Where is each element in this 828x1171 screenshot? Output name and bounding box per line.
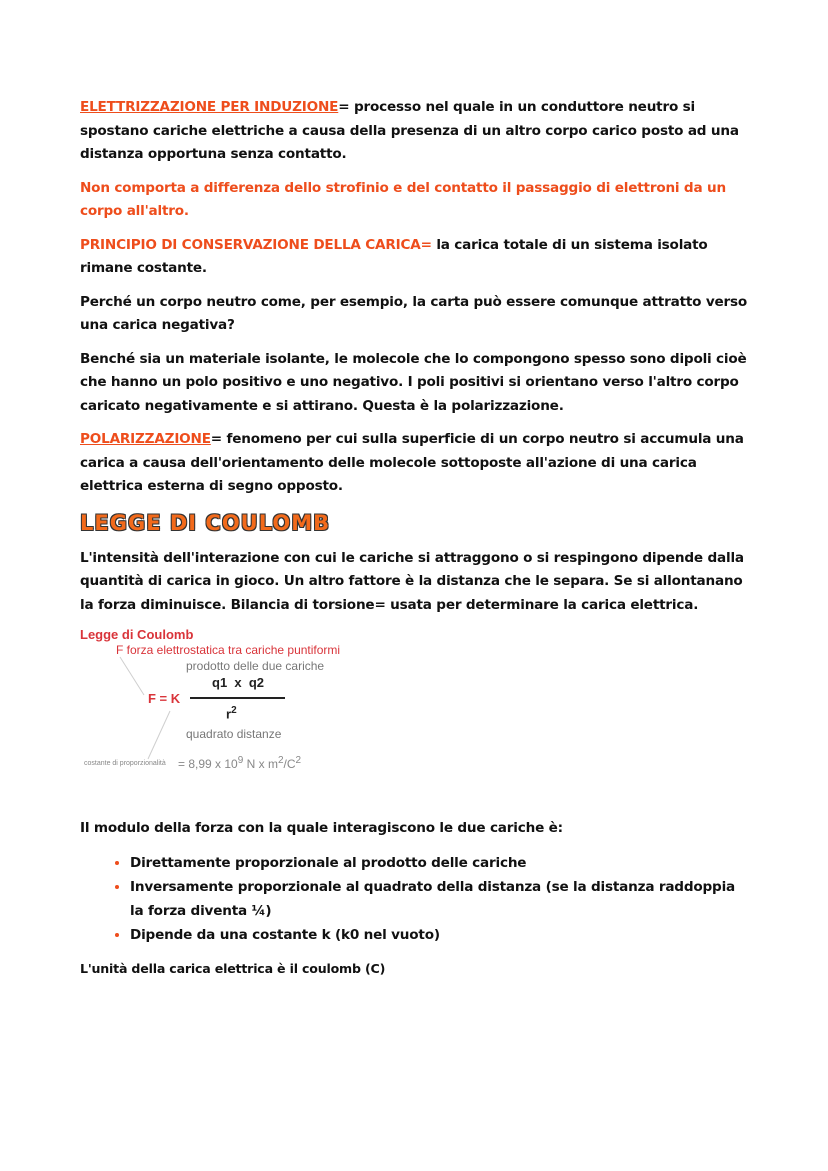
paragraph-induzione: [80, 96, 752, 167]
section-heading-coulomb: LEGGE DI COULOMB: [80, 510, 331, 535]
list-item: • Dipende da una costante k (k0 nel vuoto): [130, 923, 752, 947]
paragraph-non-comporta: Non comporta a differenza dello strofinio e del contatto il passaggio di elettroni da un corpo all'altro.: [80, 179, 726, 219]
denominator-exponent: 2: [231, 705, 237, 716]
text-polarizzazione: = fenomeno per cui sulla superficie di un corpo neutro si accumula una carica a causa dell'orientamento delle molecole sottoposte all'azione di una carica elettrica esterna di segno opposto.: [80, 431, 744, 494]
const-base: = 8,99 x 10: [178, 757, 238, 771]
term-induzione: ELETTRIZZAZIONE PER INDUZIONE: [80, 99, 339, 115]
document-page: [80, 96, 752, 990]
paragraph-conservazione: [80, 234, 752, 281]
formula-lhs: F = K: [148, 691, 181, 706]
figure-label-force: F forza elettrostatica tra cariche puntiformi: [116, 643, 341, 657]
figure-label-product: prodotto delle due cariche: [186, 659, 325, 673]
const-unit-tail-exponent: 2: [295, 755, 302, 766]
paragraph-domanda: Perché un corpo neutro come, per esempio, la carta può essere comunque attratto verso una carica negativa?: [80, 293, 748, 333]
const-unit: N x m: [243, 757, 278, 771]
term-polarizzazione: POLARIZZAZIONE: [80, 431, 211, 447]
const-unit-tail: /C: [283, 757, 296, 771]
const-unit-exponent: 2: [277, 755, 284, 766]
figure-label-distance: quadrato distanze: [186, 727, 282, 741]
const-exponent: 9: [237, 755, 244, 766]
formula-numerator: q1 x q2: [212, 675, 265, 690]
text-induzione: = processo nel quale in un conduttore neutro si spostano cariche elettriche a causa della presenza di un altro corpo carico posto ad una distanza opportuna senza contatto.: [80, 99, 739, 162]
paragraph-unita: L'unità della carica elettrica è il coulomb (C): [80, 960, 386, 976]
text-conservazione: la carica totale di un sistema isolato rimane costante.: [80, 236, 708, 276]
figure-title: Legge di Coulomb: [80, 627, 194, 642]
paragraph-coulomb-intro: L'intensità dell'interazione con cui le cariche si attraggono o si respingono dipende dalla quantità di carica in gioco. Un altro fattore è la distanza che le separa. Se si allontanano la forza diminuisce. Bilancia di torsione= usata per determinare la carica elettrica.: [80, 549, 744, 613]
paragraph-modulo: Il modulo della forza con la quale interagiscono le due cariche è:: [80, 820, 563, 836]
figure-const-label: costante di proporzionalità: [84, 760, 166, 767]
fraction-bar: [190, 697, 285, 699]
figure-const-value: [178, 755, 301, 771]
denominator-base: r: [226, 706, 232, 722]
coulomb-formula-figure: [80, 627, 380, 787]
bullet-list: [80, 851, 752, 947]
paragraph-polarizzazione: [80, 428, 752, 499]
list-item: • Inversamente proporzionale al quadrato della distanza (se la distanza raddoppia la forza diventa ¼): [130, 875, 752, 923]
formula-denominator: [226, 705, 237, 721]
list-item: • Direttamente proporzionale al prodotto delle cariche: [130, 851, 752, 875]
term-conservazione: PRINCIPIO DI CONSERVAZIONE DELLA CARICA=: [80, 236, 432, 253]
paragraph-dipoli: Benché sia un materiale isolante, le molecole che lo compongono spesso sono dipoli cioè che hanno un polo positivo e uno negativo. I poli positivi si orientano verso l'altro corpo caricato negativamente e si attirano. Questa è la polarizzazione.: [80, 350, 747, 414]
